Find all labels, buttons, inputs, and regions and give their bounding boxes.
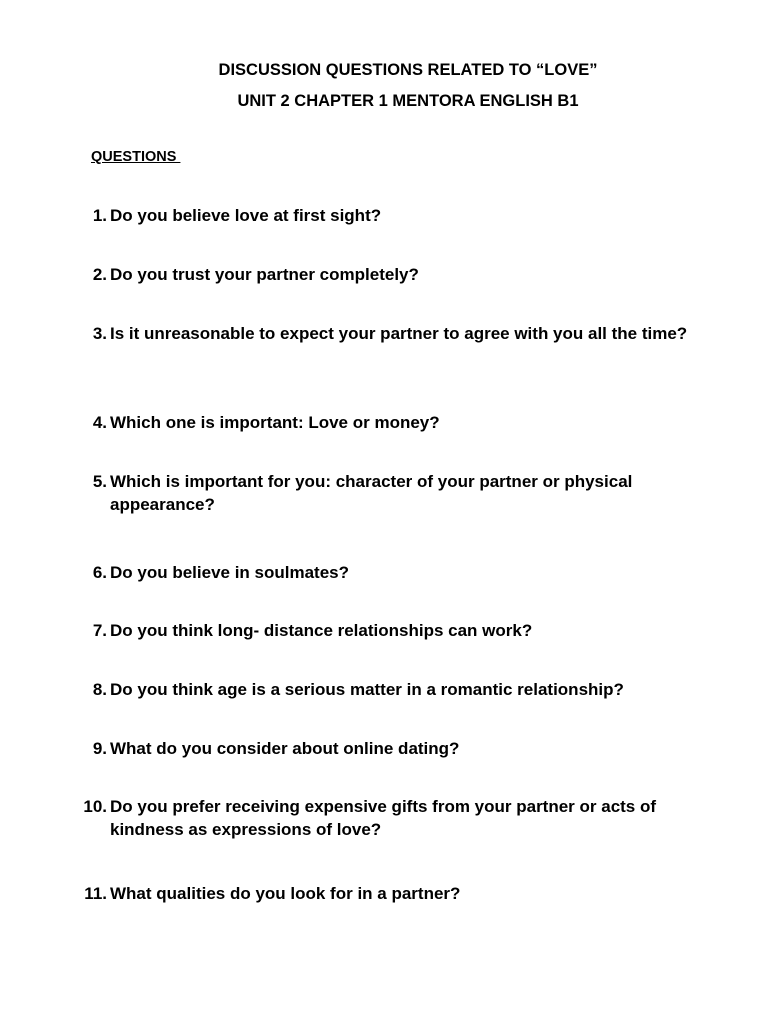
question-number: 3. bbox=[92, 324, 107, 343]
question-number: 4. bbox=[92, 413, 107, 432]
question-text: Which one is important: Love or money? bbox=[110, 413, 440, 432]
document-subtitle: UNIT 2 CHAPTER 1 MENTORA ENGLISH B1 bbox=[237, 92, 579, 110]
question-number: 2. bbox=[92, 265, 107, 284]
question-number: 7. bbox=[92, 621, 107, 640]
question-number: 5. bbox=[92, 472, 107, 491]
question-text: Do you think long- distance relationships can work? bbox=[110, 621, 533, 640]
question-text: Do you think age is a serious matter in a romantic relationship? bbox=[110, 680, 624, 699]
document-title: DISCUSSION QUESTIONS RELATED TO “LOVE” bbox=[218, 61, 598, 79]
question-text: Which is important for you: character of your partner or physical appearance? bbox=[110, 472, 633, 514]
question-text: What qualities do you look for in a partner? bbox=[110, 884, 461, 903]
question-number: 10. bbox=[83, 797, 107, 816]
section-heading: QUESTIONS bbox=[91, 149, 181, 165]
question-text: Do you believe love at first sight? bbox=[110, 206, 382, 225]
question-text: Is it unreasonable to expect your partner to agree with you all the time? bbox=[110, 324, 688, 343]
question-number: 8. bbox=[92, 680, 107, 699]
question-text: Do you prefer receiving expensive gifts from your partner or acts of kindness as expressions of love? bbox=[110, 797, 657, 839]
question-text: Do you trust your partner completely? bbox=[110, 265, 419, 284]
question-number: 11. bbox=[84, 884, 107, 903]
question-text: What do you consider about online dating? bbox=[110, 739, 460, 758]
question-text: Do you believe in soulmates? bbox=[110, 563, 350, 582]
question-number: 6. bbox=[92, 563, 107, 582]
question-number: 1. bbox=[92, 206, 107, 225]
question-number: 9. bbox=[92, 739, 107, 758]
